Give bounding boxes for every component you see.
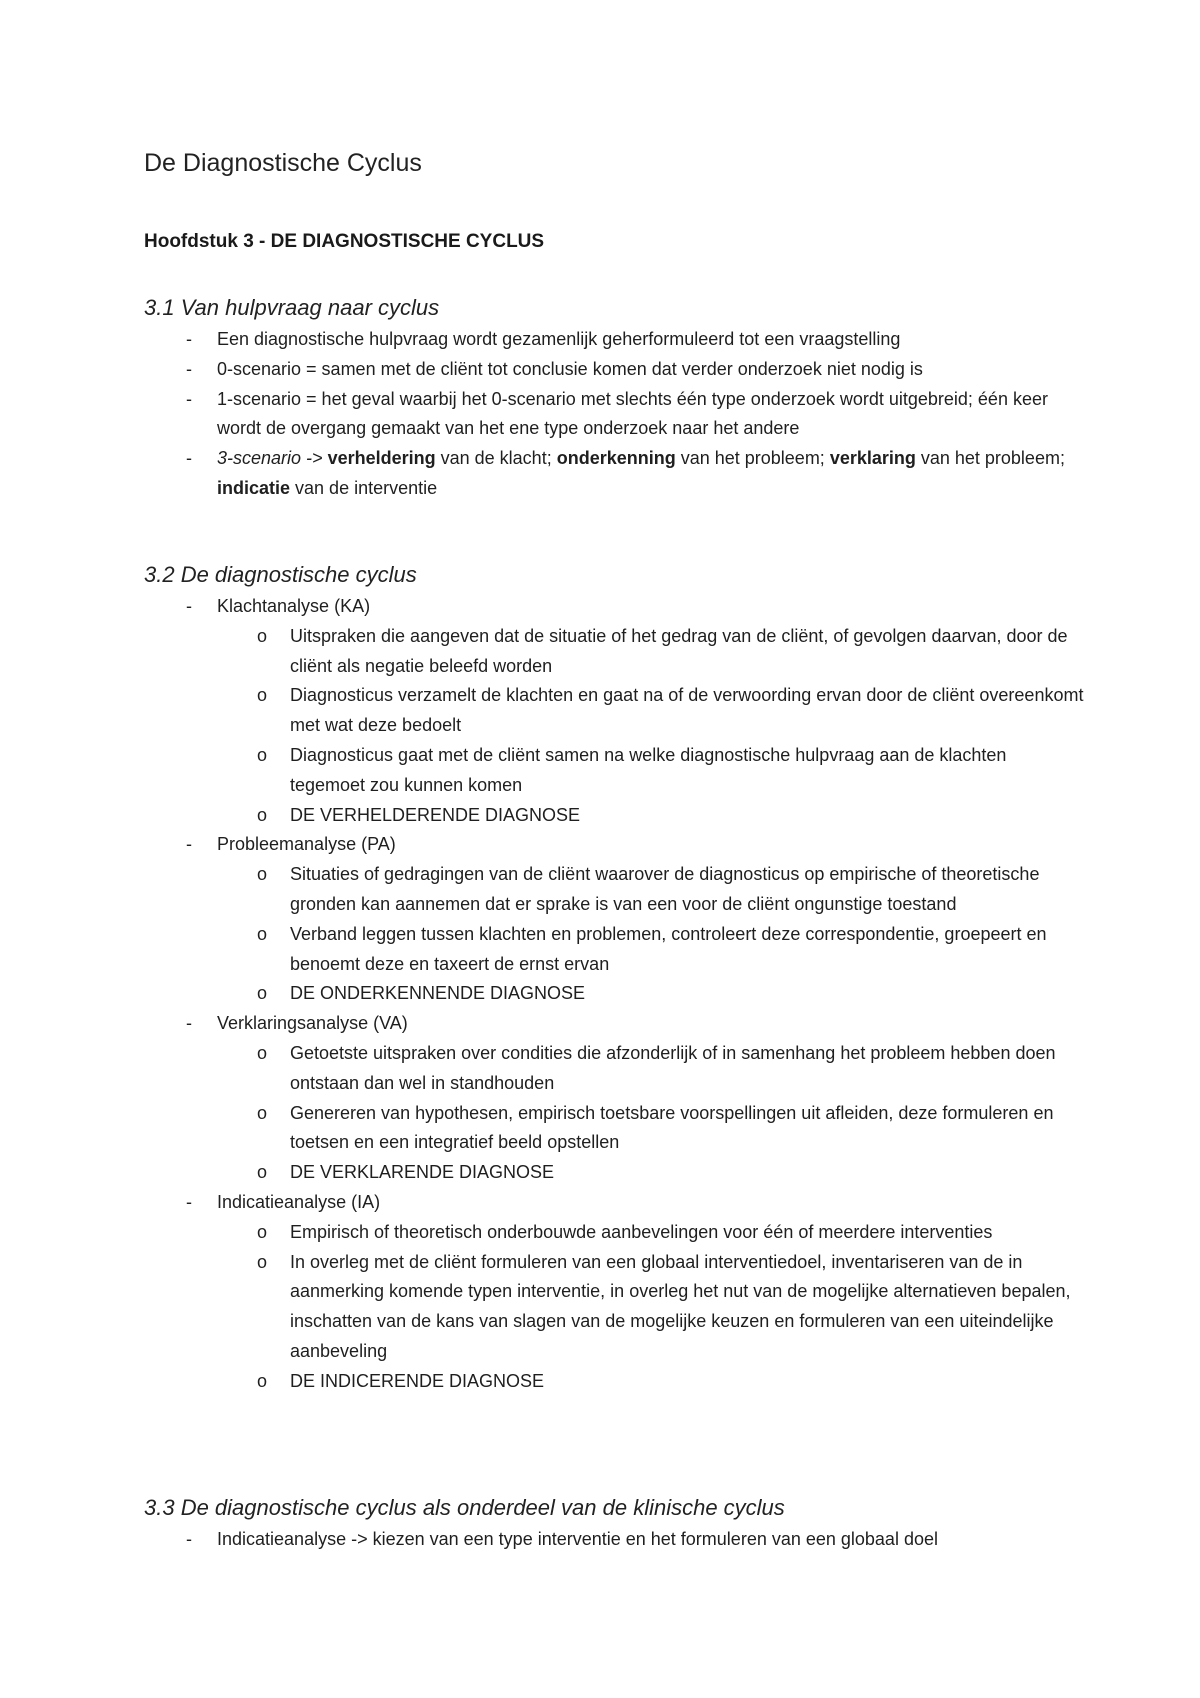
circle-bullet: o (256, 864, 267, 885)
chapter-heading: Hoofdstuk 3 - DE DIAGNOSTISCHE CYCLUS (144, 231, 545, 252)
section-heading-3-1: 3.1 Van hulpvraag naar cyclus (144, 295, 440, 320)
circle-bullet: o (256, 1370, 267, 1391)
section-3-3-list (144, 1525, 1084, 1555)
circle-bullet: o (256, 1221, 267, 1242)
sub-list-item: o In overleg met de cliënt formuleren van een globaal interventiedoel, inventariseren van de in aanmerking komende typen interventie, in overleg het nut van de mogelijke alternatieven bepalen, inschatten van de kans van slagen van de mogelijke keuzen en formuleren van een uiteindelijke aanbeveling (144, 1248, 1084, 1367)
sub-list-item: o Empirisch of theoretisch onderbouwde aanbevelingen voor één of meerdere interventies (144, 1218, 1084, 1248)
circle-bullet: o (256, 1042, 267, 1063)
circle-bullet: o (256, 1162, 267, 1183)
section-heading-3-2: 3.2 De diagnostische cyclus (144, 562, 417, 587)
sub-list-item: o DE VERHELDERENDE DIAGNOSE (144, 801, 1084, 831)
dash-bullet: - (186, 834, 192, 855)
list-item: - 0-scenario = samen met de cliënt tot conclusie komen dat verder onderzoek niet nodig is (144, 355, 1084, 385)
circle-bullet: o (256, 1251, 267, 1272)
list-item: - Indicatieanalyse -> kiezen van een type interventie en het formuleren van een globaal doel (144, 1525, 1084, 1555)
dash-bullet: - (186, 448, 192, 469)
dash-bullet: - (186, 596, 192, 616)
section-3-1-list (144, 325, 1084, 504)
circle-bullet: o (256, 1102, 267, 1123)
list-item: - Verklaringsanalyse (VA) (144, 1009, 1084, 1039)
list-item: - 3-scenario -> verheldering van de klacht; onderkenning van het probleem; verklaring van het probleem; indicatie van de interventie (144, 444, 1084, 504)
circle-bullet: o (256, 685, 267, 706)
sub-list-item: o Uitspraken die aangeven dat de situatie of het gedrag van de cliënt, of gevolgen daarvan, door de cliënt als negatie beleefd worden (144, 622, 1084, 682)
circle-bullet: o (256, 983, 267, 1004)
circle-bullet: o (256, 625, 267, 646)
sub-list-item: o Situaties of gedragingen van de cliënt waarover de diagnosticus op empirische of theoretische gronden kan aannemen dat er sprake is van een voor de cliënt ongunstige toestand (144, 860, 1084, 920)
sub-list-item: o DE ONDERKENNENDE DIAGNOSE (144, 979, 1084, 1009)
document-title: De Diagnostische Cyclus (144, 149, 422, 177)
list-item: - Probleemanalyse (PA) (144, 830, 1084, 860)
sub-list-item: o DE VERKLARENDE DIAGNOSE (144, 1158, 1084, 1188)
circle-bullet: o (256, 804, 267, 825)
section-heading-3-3: 3.3 De diagnostische cyclus als onderdeel van de klinische cyclus (144, 1495, 785, 1520)
circle-bullet: o (256, 923, 267, 944)
sub-list-item: o Getoetste uitspraken over condities die afzonderlijk of in samenhang het probleem hebben doen ontstaan dan wel in standhouden (144, 1039, 1084, 1099)
sub-list-item: o Diagnosticus gaat met de cliënt samen na welke diagnostische hulpvraag aan de klachten tegemoet zou kunnen komen (144, 741, 1084, 801)
sub-list-item: o Verband leggen tussen klachten en problemen, controleert deze correspondentie, groepeert en benoemt deze en taxeert de ernst ervan (144, 920, 1084, 980)
section-3-2-list (144, 592, 1084, 1397)
sub-list-item: o Diagnosticus verzamelt de klachten en gaat na of de verwoording ervan door de cliënt overeenkomt met wat deze bedoelt (144, 681, 1084, 741)
list-item: - Indicatieanalyse (IA) (144, 1188, 1084, 1218)
dash-bullet: - (186, 358, 192, 379)
list-item: - 1-scenario = het geval waarbij het 0-scenario met slechts één type onderzoek wordt uitgebreid; één keer wordt de overgang gemaakt van het ene type onderzoek naar het andere (144, 385, 1084, 445)
dash-bullet: - (186, 1191, 192, 1212)
circle-bullet: o (256, 744, 267, 765)
dash-bullet: - (186, 1013, 192, 1034)
list-item: - Klachtanalyse (KA) (144, 592, 1084, 622)
dash-bullet: - (186, 329, 192, 349)
sub-list-item: o DE INDICERENDE DIAGNOSE (144, 1367, 1084, 1397)
list-item: - Een diagnostische hulpvraag wordt gezamenlijk geherformuleerd tot een vraagstelling (144, 325, 1084, 355)
dash-bullet: - (186, 1529, 192, 1549)
dash-bullet: - (186, 388, 192, 409)
sub-list-item: o Genereren van hypothesen, empirisch toetsbare voorspellingen uit afleiden, deze formuleren en toetsen en een integratief beeld opstellen (144, 1099, 1084, 1159)
